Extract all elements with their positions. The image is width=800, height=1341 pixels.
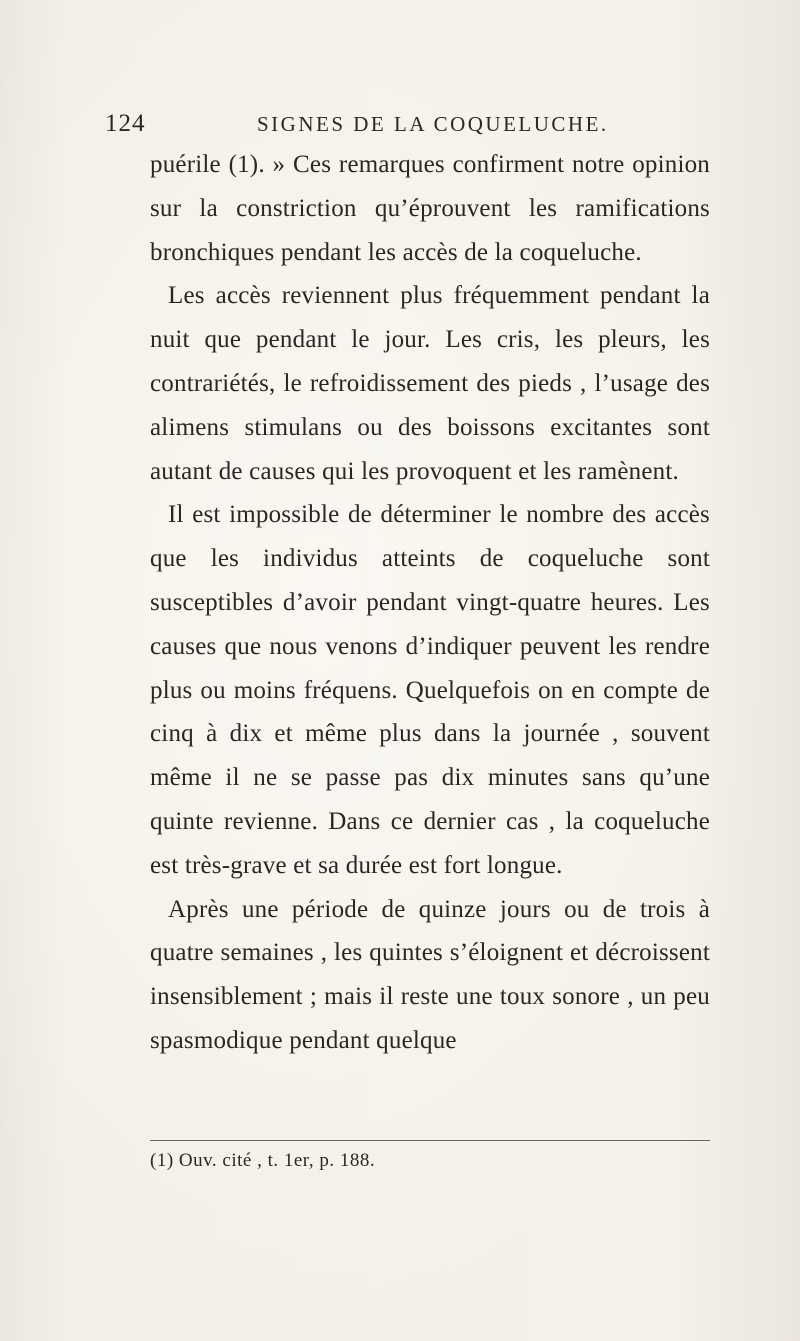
running-title: SIGNES DE LA COQUELUCHE.	[257, 112, 609, 136]
paragraph-3: Il est impossible de déterminer le nombre des accès que les individus atteints de coqueluche sont susceptibles d’avoir pendant vingt-quatre heures. Les causes que nous venons d’indiquer peuvent les rendre plus ou moins fréquens. Quelquefois on en compte de cinq à dix et même plus dans la journée , souvent même il ne se passe pas dix minutes sans qu’une quinte revienne. Dans ce dernier cas , la coqueluche est très-grave et sa durée est fort longue.	[150, 501, 710, 879]
page-header	[105, 110, 715, 140]
paragraph-2: Les accès reviennent plus fréquemment pendant la nuit que pendant le jour. Les cris, les pleurs, les contrariétés, le refroidissement des pieds , l’usage des alimens stimulans ou des boissons excitantes sont autant de causes qui les provoquent et les ramènent.	[150, 282, 710, 485]
body-text	[150, 143, 710, 1063]
footnote-divider	[150, 1140, 710, 1141]
paragraph-1: puérile (1). » Ces remarques confirment notre opinion sur la constriction qu’éprouvent les ramifications bronchiques pendant les accès de la coqueluche.	[150, 151, 710, 266]
page-number: 124	[105, 110, 146, 137]
footnote: (1) Ouv. cité , t. 1er, p. 188.	[150, 1150, 376, 1171]
paragraph-4: Après une période de quinze jours ou de trois à quatre semaines , les quintes s’éloignent et décroissent insensiblement ; mais il reste une toux sonore , un peu spasmodique pendant quelque	[150, 895, 710, 1054]
